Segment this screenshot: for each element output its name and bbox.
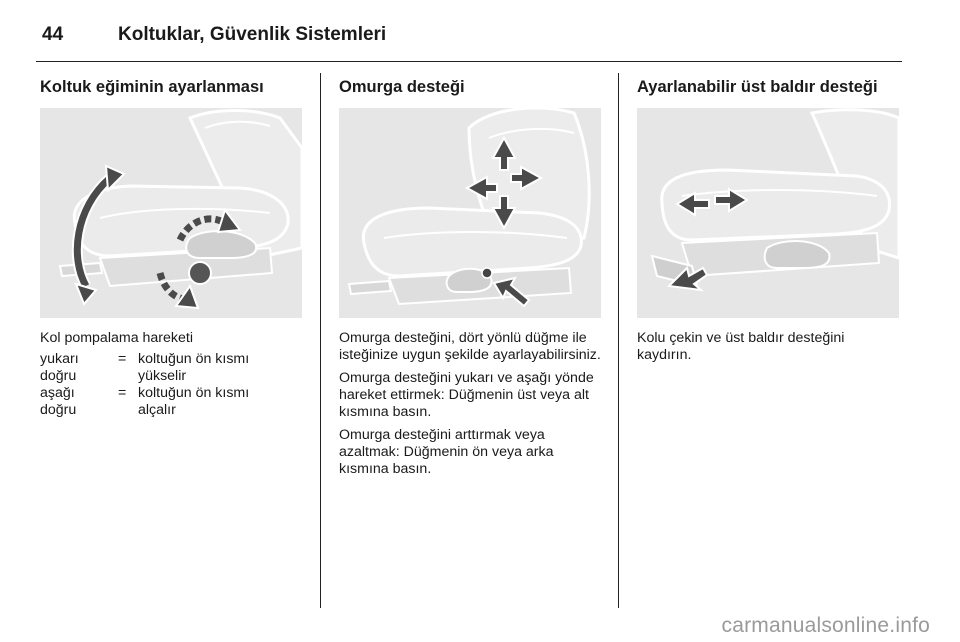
term-line: aşağı xyxy=(40,385,75,401)
definition-description xyxy=(138,385,288,419)
page-header xyxy=(42,20,386,50)
desc-line: koltuğun ön kısmı xyxy=(138,351,250,367)
desc-line: yükselir xyxy=(138,368,187,384)
lumbar-image xyxy=(339,108,601,318)
definition-row-down xyxy=(40,385,288,419)
watermark: carmanualsonline.info xyxy=(721,614,930,637)
term-line: doğru xyxy=(40,402,77,418)
definition-equals: = xyxy=(118,351,127,367)
paragraph: Omurga desteğini yukarı ve aşağı yönde hareket ettirmek: Düğmenin üst veya alt kısmına basın. xyxy=(339,370,594,420)
page-title: Koltuklar, Güvenlik Sistemleri xyxy=(118,24,387,45)
section-seat-tilt xyxy=(40,76,302,98)
lumbar-text xyxy=(339,330,603,484)
caption-text: Kol pompalama hareketi xyxy=(40,330,193,346)
term-line: yukarı xyxy=(40,351,79,367)
definition-table xyxy=(40,351,288,419)
seat-tilt-caption xyxy=(40,330,304,353)
definition-description xyxy=(138,351,288,385)
thigh-support-text xyxy=(637,330,901,370)
paragraph: Kolu çekin ve üst baldır desteğini kaydırın. xyxy=(637,330,845,363)
paragraph: Omurga desteğini, dört yönlü düğme ile isteğinize uygun şekilde ayarlayabilirsiniz. xyxy=(339,330,601,363)
column-divider-1 xyxy=(320,73,321,608)
paragraph: Omurga desteğini arttırmak veya azaltmak: Düğmenin ön veya arka kısmına basın. xyxy=(339,427,554,477)
section-heading: Omurga desteği xyxy=(339,78,465,96)
definition-equals: = xyxy=(118,385,127,401)
definition-term xyxy=(40,385,118,419)
term-line: doğru xyxy=(40,368,77,384)
thigh-support-image xyxy=(637,108,899,318)
column-divider-2 xyxy=(618,73,619,608)
section-thigh-support xyxy=(637,76,899,98)
header-rule xyxy=(36,61,902,62)
desc-line: alçalır xyxy=(138,402,176,418)
definition-term xyxy=(40,351,118,385)
seat-tilt-illustration xyxy=(40,108,302,318)
seat-tilt-image xyxy=(40,108,302,318)
lumbar-illustration xyxy=(339,108,601,318)
section-heading: Ayarlanabilir üst baldır desteği xyxy=(637,78,878,96)
section-heading: Koltuk eğiminin ayarlanması xyxy=(40,78,264,96)
definition-row-up xyxy=(40,351,288,385)
thigh-support-illustration xyxy=(637,108,899,318)
section-lumbar-support xyxy=(339,76,601,98)
desc-line: koltuğun ön kısmı xyxy=(138,385,250,401)
page-number: 44 xyxy=(42,24,64,45)
